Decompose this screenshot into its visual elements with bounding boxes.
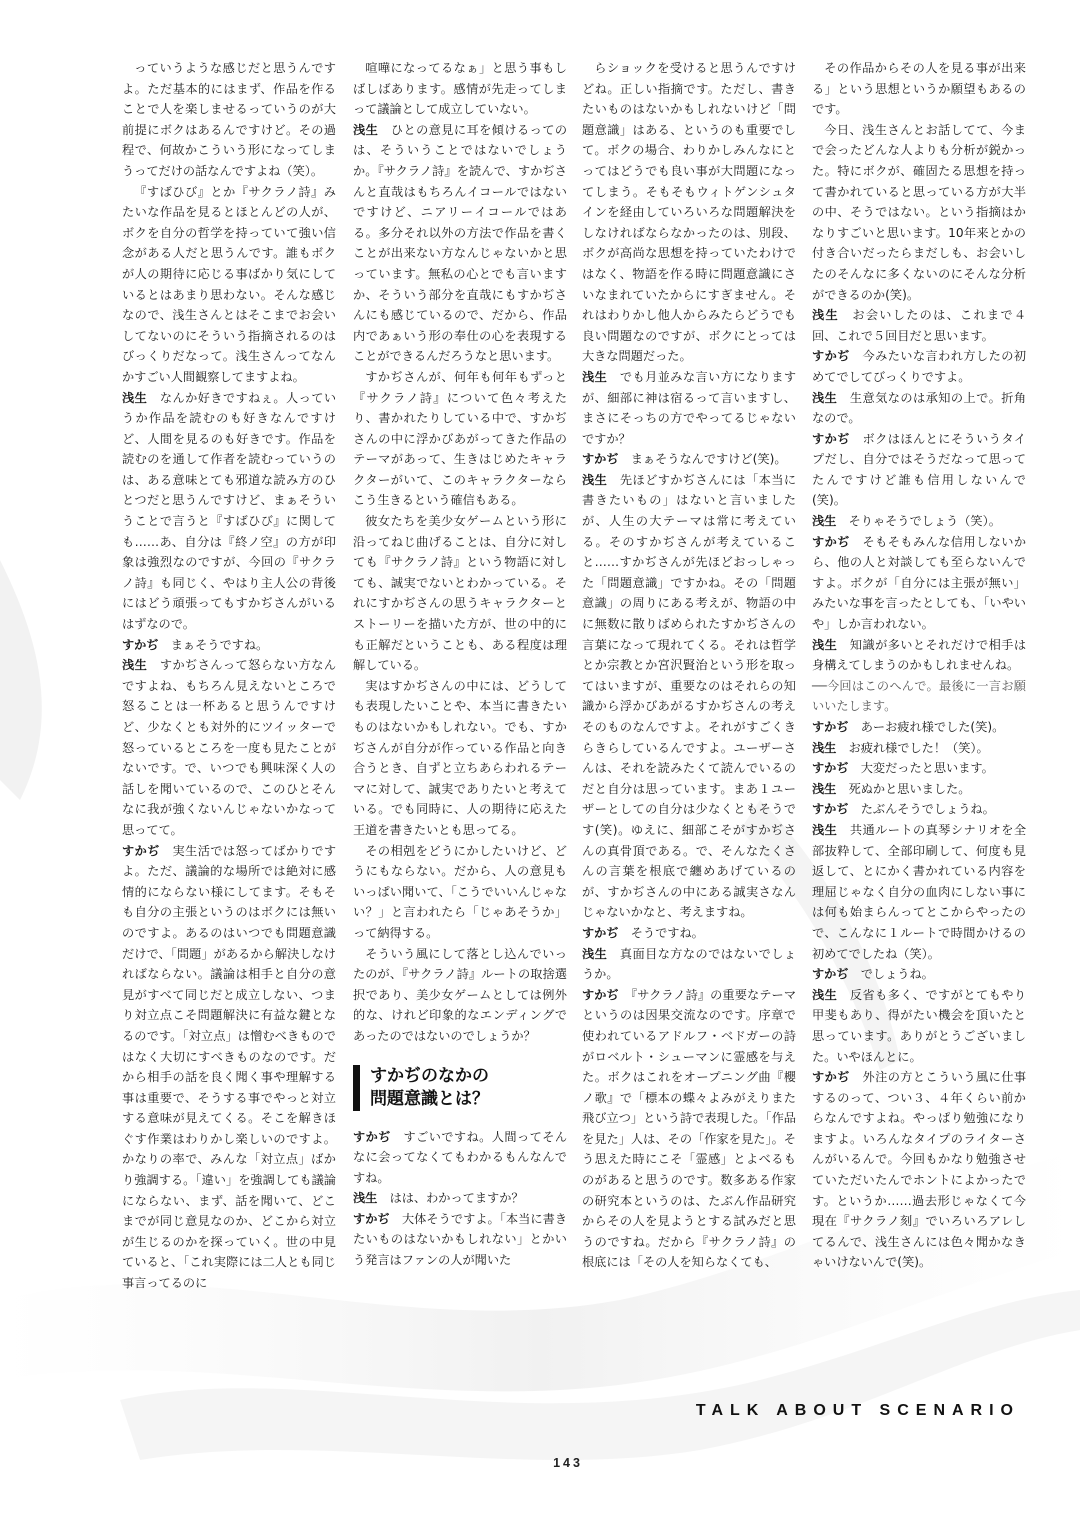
- paragraph: [582, 470, 796, 923]
- paragraph-text: そもそもみんな信用しないから、他の人と対談しても至らないんですよ。ボクが「自分には主張が無い」みたいな事を言ったとしても、「いやいや」しか言われない。: [812, 534, 1027, 632]
- speaker-name: 浅生: [812, 390, 838, 405]
- paragraph: [582, 923, 796, 944]
- paragraph-text: たぶんそうでしょうね。: [860, 802, 995, 817]
- speaker-name: 浅生: [122, 390, 148, 405]
- paragraph-text: ──今回はこのへんで。最後に一言お願いいたします。: [812, 678, 1026, 714]
- paragraph-text: らショックを受けると思うんですけどね。正しい指摘です。ただし、書きたいものはないかもしれないけど「問題意識」はある、というのも重要でして。ボクの場合、わりかしみんなにとってはどうでも良い事が大問題になってしまう。そもそもウィトゲンシュタインを経由していろいろな問題解決をしなければならなかったのは、別段、ボクが高尚な思想を持っていたわけではなく、物語を作る時に問題意識にさいなまれていたからにすぎません。それはわりかし他人からみたらどうでも良い問題なのですが、ボクにとっては大きな問題だった。: [582, 61, 796, 364]
- paragraph: [582, 449, 796, 470]
- speaker-name: 浅生: [812, 987, 838, 1002]
- speaker-name: 浅生: [122, 658, 148, 673]
- paragraph-text: なんか好きですねぇ。人っていうか作品を読むのも好きなんですけど、人間を見るのも好きです。作品を読むのを通して作者を読むっていうのは、ある意味とても邪道な読み方のひとつだと思うんですけど、まぁそういうことで言うと『すばひび』に関しても……あ、自分は『終ノ空』の方が印象は強烈なのですが、今回の『サクラノ詩』も同じく、やはり主人公の背後にはどう頑張ってもすかぢさんがいるはずなので。: [122, 390, 337, 632]
- speaker-name: すかぢ: [582, 987, 619, 1002]
- paragraph: [582, 367, 796, 449]
- paragraph-text: すごいですね。人間ってそんなに会ってなくてもわかるもんなんですね。: [353, 1129, 568, 1185]
- footer-title: TALK ABOUT SCENARIO: [695, 1402, 1020, 1419]
- paragraph: [353, 120, 567, 367]
- column-4: [812, 58, 1026, 1273]
- paragraph: [353, 367, 567, 511]
- paragraph-text: 先ほどすかぢさんには「本当に書きたいもの」はないと言いましたが、人生の大テーマは常に考えている。そのすかぢさんが考えていること……すかぢさんが先ほどおっしゃった「問題意識」ですかね。その「問題意識」の周りにある考えが、物語の中に無数に散りばめられたすかぢさんの言葉になって現れてくる。それは哲学とか宗教とか宮沢賢治という形を取ってはいますが、重要なのはそれらの知識から浮かびあがるすかぢさんの考えそのものなんですよ。それがすごくきらきらしているんですよ。ユーザーさんは、それを読みたくて読んでいるのだと自分は思っています。まあ１ユーザーとしての自分は少なくともそうです(笑)。ゆえに、細部こそがすかぢさんの真骨頂である。で、そんなたくさんの言葉を根底で纏めあげているのが、すかぢさんの中にある誠実さなんじゃないかなと、考えますね。: [582, 472, 797, 920]
- paragraph-text: 実生活では怒ってばかりですよ。ただ、議論的な場所では絶対に感情的にならない様にしてます。そもそも自分の主張というのはボクには無いのですよ。あるのはいつでも問題意識だけで、「問題」があるから解決しなければならない。議論は相手と自分の意見がすべて同じだと成立しない、つまり対立点こそ問題解決に有益な鍵となるのです。「対立点」は憎むべきものではなく大切にすべきものなのです。だから相手の話を良く聞く事や理解する事は重要で、そうする事でやっと対立する意味が見えてくる。そこを解きほぐす作業はわりかし楽しいのですよ。かなりの率で、みんな「対立点」ばかり強調する。「違い」を強調しても議論にならない、まず、話を聞いて、どこまでが同じ意見なのか、どこから対立が生じるのかを探っていく。世の中見ていると、「これ実際には二人とも同じ事言ってるのに: [122, 843, 337, 1291]
- speaker-name: 浅生: [812, 308, 839, 323]
- paragraph-text: 共通ルートの真琴シナリオを全部抜粋して、全部印刷して、何度も見返して、とにかく書かれている内容を理屈じゃなく自分の血肉にしない事には何も始まらんってとこからやったので、こんなに１ルートで時間かけるの初めてでしたね（笑）。: [812, 822, 1027, 961]
- paragraph-text: 死ぬかと思いました。: [848, 781, 971, 796]
- paragraph-text: 喧嘩になってるなぁ」と思う事もしばしばあります。感情が先走ってしまって議論として成立していない。: [353, 61, 567, 117]
- paragraph-text: 大体そうですよ。「本当に書きたいものはないかもしれない」とかいう発言はファンの人が聞いた: [353, 1211, 568, 1268]
- speaker-name: すかぢ: [812, 431, 850, 446]
- speaker-name: すかぢ: [812, 720, 849, 734]
- paragraph: [353, 58, 567, 120]
- speaker-name: すかぢ: [582, 925, 619, 940]
- speaker-name: すかぢ: [582, 452, 619, 467]
- speaker-name: すかぢ: [812, 967, 849, 982]
- paragraph-text: 今みたいな言われ方したの初めてでしてびっくりですよ。: [812, 349, 1027, 384]
- paragraph: [812, 758, 1026, 779]
- paragraph-text: 実はすかぢさんの中には、どうしても表現したいことや、本当に書きたいものはないかもしれない。でも、すかぢさんが自分が作っている作品と向き合うとき、自ずと立ちあらわれるテーマに対して、誠実でありたいと考えている。でも同時に、人の期待に応えた王道を書きたいとも思ってる。: [353, 678, 567, 837]
- paragraph: [812, 985, 1026, 1067]
- paragraph-text: 大変だったと思います。: [860, 761, 994, 776]
- page-number: 143: [553, 1456, 583, 1470]
- speaker-name: 浅生: [812, 740, 837, 755]
- paragraph: [812, 779, 1026, 800]
- paragraph-text: お疲れ様でした！（笑）。: [848, 740, 989, 755]
- paragraph-text: そりゃそうでしょう（笑）。: [848, 514, 1001, 529]
- speaker-name: すかぢ: [812, 761, 849, 776]
- paragraph: [353, 944, 567, 1047]
- paragraph: [582, 944, 796, 985]
- paragraph-text: 『サクラノ詩』の重要なテーマというのは因果交流なのです。序章で使われているアドルフ・ベドガーの詩がロベルト・シューマンに霊感を与えた。ボクはこれをオープニング曲『櫻ノ歌』で「標本の蝶々よみがえりまた飛び立つ」という詩で表現した。「作品を見た」人は、その「作家を見た」。そう思えた時にこそ「霊感」とよべるものがあると思うのです。数多ある作家の研究本というのは、たぶん作品研究からその人を見ようとする試みだと思うのですね。だから『サクラノ詩』の根底には「その人を知らなくても、: [582, 987, 797, 1270]
- section-heading-line2: 問題意識とは？: [370, 1088, 489, 1109]
- paragraph: [812, 388, 1026, 429]
- paragraph: [812, 305, 1026, 346]
- paragraph: [122, 182, 336, 388]
- paragraph: [122, 388, 336, 635]
- paragraph: [812, 532, 1026, 635]
- paragraph: [122, 655, 336, 840]
- paragraph-text: すかぢさんが、何年も何年もずっと『サクラノ詩』について色々考えたり、書かれたりしている中で、すかぢさんの中に浮かびあがってきた作品のテーマがあって、生きはじめたキャラクターがいて、このキャラクターならこう生きるという確信もある。: [353, 369, 567, 508]
- speaker-name: すかぢ: [353, 1129, 391, 1144]
- speaker-name: 浅生: [582, 472, 608, 487]
- speaker-name: 浅生: [353, 122, 379, 137]
- paragraph-text: 反省も多く、ですがとてもやり甲斐もあり、得がたい機会を頂いたと思っています。ありがとうございました。いやほんとに。: [812, 987, 1027, 1064]
- paragraph-text: その作品からその人を見る事が出来る」という思想というか願望もあるのです。: [812, 61, 1026, 117]
- speaker-name: すかぢ: [122, 843, 160, 858]
- paragraph-text: そういう風にして落とし込んでいったのが、『サクラノ詩』ルートの取捨選択であり、美少女ゲームとしては例外的な、けれど印象的なエンディングであったのではないのでしょうか？: [353, 946, 567, 1043]
- paragraph: [812, 346, 1026, 387]
- section-heading-line1: すかぢのなかの: [370, 1065, 489, 1086]
- paragraph: [353, 1188, 567, 1209]
- paragraph-text: 知識が多いとそれだけで相手は身構えてしまうのかもしれませんね。: [812, 637, 1027, 673]
- paragraph: [812, 1067, 1026, 1273]
- speaker-name: すかぢ: [812, 802, 849, 817]
- section-heading: [353, 1065, 567, 1111]
- paragraph-text: はは、わかってますか？: [389, 1191, 524, 1206]
- paragraph: [812, 511, 1026, 532]
- paragraph: [812, 429, 1026, 511]
- paragraph: [812, 799, 1026, 820]
- paragraph: [353, 1127, 567, 1189]
- paragraph: [353, 511, 567, 676]
- paragraph: [582, 58, 796, 367]
- speaker-name: すかぢ: [812, 1070, 850, 1085]
- paragraph: [812, 635, 1026, 676]
- paragraph: [122, 635, 336, 656]
- paragraph-text: ひとの意見に耳を傾けるってのは、そういうことではないでしょうか。『サクラノ詩』を読んで、すかぢさんと直哉はもちろんイコールではないですけど、ニアリーイコールではある。多分それ以外の方法で作品を書くことが出来ない方なんじゃないかと思っています。無私の心とでも言いますか、そういう部分を直哉にもすかぢさんにも感じているので、だから、作品内であぁいう形の奉仕の心を表現することができるんだろうなと思います。: [353, 122, 568, 364]
- paragraph: [812, 58, 1026, 120]
- paragraph-text: ボクはほんとにそういうタイプだし、自分ではそうだなって思ってたんですけど誰も信用しないんで(笑)。: [812, 431, 1027, 508]
- paragraph-text: まぁそうですね。: [170, 637, 269, 652]
- paragraph: [353, 1209, 567, 1271]
- paragraph: [353, 676, 567, 841]
- paragraph-text: 真面目な方なのではないでしょうか。: [582, 946, 797, 982]
- paragraph-text: でしょうね。: [860, 967, 934, 982]
- paragraph: [812, 717, 1026, 738]
- paragraph-text: お会いしたのは、これまで４回、これで５回目だと思います。: [812, 308, 1027, 343]
- paragraph-text: そうですね。: [630, 925, 704, 940]
- speaker-name: 浅生: [812, 781, 837, 796]
- paragraph: [812, 964, 1026, 985]
- paragraph-text: 外注の方とこういう風に仕事するのって、つい３、４年くらい前からなんですよね。やっぱり勉強になりますよ。いろんなタイプのライターさんがいるんで。今回もかなり勉強させていただいたんでホントによかったです。というか……過去形じゃなくて今現在『サクラノ刻』でいろいろアレしてるんで、浅生さんには色々聞かなきゃいけないんで(笑)。: [812, 1070, 1027, 1270]
- speaker-name: 浅生: [582, 946, 608, 961]
- paragraph: [122, 58, 336, 182]
- paragraph: [812, 120, 1026, 305]
- paragraph-text: 今日、浅生さんとお話してて、今まで会ったどんな人よりも分析が鋭かった。特にボクが、確固たる思想を持って書かれていると思っている方が大半の中、そうではない。という指摘はかなりすごいと思います。10年来とかの付き合いだったらまだしも、お会いしたのそんなに多くないのにそんな分析ができるのか(笑)。: [812, 122, 1026, 302]
- paragraph-text: その相剋をどうにかしたいけど、どうにもならない。だから、人の意見もいっぱい聞いて、「こうでいいんじゃない？」と言われたら「じゃあそうか」って納得する。: [353, 843, 567, 940]
- speaker-name: すかぢ: [353, 1211, 390, 1226]
- speaker-name: すかぢ: [122, 637, 159, 652]
- paragraph: [812, 738, 1026, 759]
- paragraph-text: でも月並みな言い方になりますが、細部に神は宿るって言いますし、まさにそっちの方でやってるじゃないですか？: [582, 369, 797, 446]
- speaker-name: すかぢ: [812, 349, 850, 364]
- paragraph-text: すかぢさんって怒らない方なんですよね、もちろん見えないところで怒ることは一杯あると思うんですけど、少なくとも対外的にツイッターで怒っているところを一度も見たことがないです。で、いつでも興味深く人の話しを聞いているので、このひとそんなに我が強くないんじゃないかなって思ってて。: [122, 658, 337, 837]
- paragraph-text: 『すばひび』とか『サクラノ詩』みたいな作品を見るとほとんどの人が、ボクを自分の哲学を持っていて強い信念がある人だと思うんです。誰もボクが人の期待に応じる事ばかり気にしているとはあまり思わない。そんな感じなので、浅生さんとはそこまでお会いしてないのにそういう指摘されるのはびっくりだなって。浅生さんってなんかすごい人間観察してますよね。: [122, 184, 336, 384]
- speaker-name: 浅生: [812, 514, 837, 529]
- speaker-name: 浅生: [353, 1191, 378, 1206]
- paragraph: [812, 820, 1026, 964]
- column-3: [582, 58, 796, 1273]
- paragraph-text: っていうような感じだと思うんですよ。ただ基本的にはまず、作品を作ることで人を楽しませるっていうのが大前提にボクはあるんですけど。その過程で、何故かこういう形になってしまうってだけの話なんですよね（笑）。: [122, 61, 336, 178]
- paragraph: [353, 841, 567, 944]
- speaker-name: 浅生: [812, 637, 838, 652]
- column-1: [122, 58, 336, 1294]
- paragraph: [582, 985, 796, 1273]
- column-2: [353, 58, 567, 1271]
- paragraph-text: まぁそうなんですけど(笑)。: [630, 452, 787, 467]
- paragraph: [122, 841, 336, 1294]
- paragraph-text: あーお疲れ様でした(笑)。: [860, 720, 1005, 734]
- paragraph-text: 生意気なのは承知の上で。折角なので。: [812, 390, 1027, 426]
- speaker-name: すかぢ: [812, 534, 850, 549]
- speaker-name: 浅生: [812, 822, 838, 837]
- paragraph-text: 彼女たちを美少女ゲームという形に沿ってねじ曲げることは、自分に対しても『サクラノ詩』という物語に対しても、誠実でないとわかっている。それにすかぢさんの思うキャラクターとストーリーを描いた方が、世の中的にも正解だということも、ある程度は理解している。: [353, 514, 567, 673]
- interviewer-question: [812, 676, 1026, 717]
- speaker-name: 浅生: [582, 369, 608, 384]
